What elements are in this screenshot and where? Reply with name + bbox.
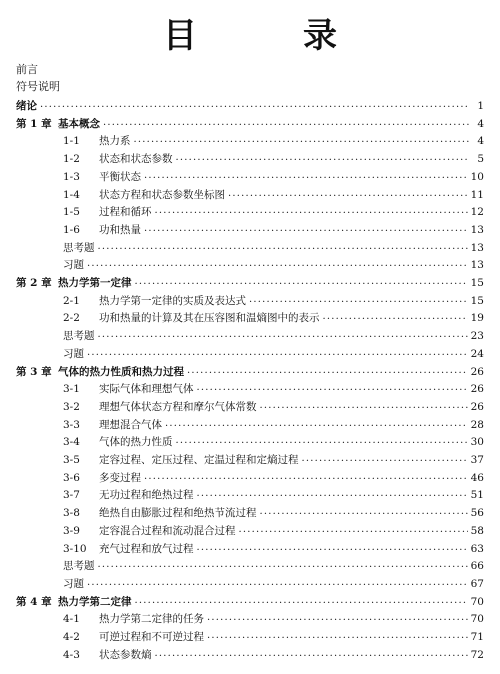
dot-leader bbox=[40, 101, 469, 113]
page-number: 5 bbox=[477, 153, 484, 166]
section-number: 3-3 bbox=[63, 418, 80, 431]
dot-leader bbox=[207, 632, 468, 644]
section-number: 2-2 bbox=[63, 312, 80, 325]
entry-title: 思考题 bbox=[63, 560, 95, 573]
page-number: 13 bbox=[470, 241, 484, 254]
section-number: 3-6 bbox=[63, 471, 80, 484]
toc-entry bbox=[16, 272, 484, 290]
toc-entry bbox=[63, 414, 484, 432]
dot-leader bbox=[260, 402, 468, 414]
entry-title: 绝热自由膨胀过程和绝热节流过程 bbox=[99, 507, 257, 520]
dot-leader bbox=[249, 296, 468, 308]
toc-entry bbox=[16, 95, 484, 113]
toc-entry bbox=[16, 361, 484, 379]
entry-title: 无功过程和绝热过程 bbox=[99, 489, 194, 502]
toc-entry bbox=[63, 130, 484, 148]
section-number: 4-3 bbox=[63, 648, 80, 661]
toc-entry bbox=[63, 520, 484, 538]
dot-leader bbox=[98, 561, 468, 573]
dot-leader bbox=[103, 119, 469, 131]
section-number: 3-7 bbox=[63, 489, 80, 502]
page-number: 19 bbox=[470, 312, 484, 325]
dot-leader bbox=[144, 473, 468, 485]
dot-leader bbox=[197, 544, 468, 556]
section-number: 1-2 bbox=[63, 153, 80, 166]
page-number: 10 bbox=[470, 170, 484, 183]
dot-leader bbox=[207, 614, 468, 626]
entry-title: 气体的热力性质和热力过程 bbox=[58, 365, 184, 378]
toc-entry bbox=[63, 502, 484, 520]
toc-entry bbox=[63, 148, 484, 166]
section-number: 1-4 bbox=[63, 188, 80, 201]
toc-entry bbox=[63, 555, 484, 573]
toc-entry bbox=[63, 219, 484, 237]
dot-leader bbox=[98, 243, 468, 255]
toc-entry bbox=[63, 644, 484, 662]
dot-leader bbox=[260, 508, 468, 520]
toc-entry bbox=[63, 166, 484, 184]
entry-title: 功和热量 bbox=[99, 223, 141, 236]
entry-title: 状态参数熵 bbox=[99, 648, 152, 661]
page-number: 4 bbox=[477, 117, 484, 130]
section-number: 4-2 bbox=[63, 631, 80, 643]
page-number: 30 bbox=[470, 436, 484, 449]
section-number: 1-3 bbox=[63, 170, 80, 183]
toc-entry bbox=[63, 343, 484, 361]
front-item-preface: 前言 bbox=[16, 63, 38, 76]
entry-title: 理想气体状态方程和摩尔气体常数 bbox=[99, 400, 257, 413]
page-number: 67 bbox=[470, 577, 484, 590]
toc-entry bbox=[63, 431, 484, 449]
dot-leader bbox=[197, 384, 468, 396]
toc-entry bbox=[63, 608, 484, 626]
page-number: 72 bbox=[470, 648, 484, 661]
dot-leader bbox=[165, 420, 468, 432]
entry-title: 基本概念 bbox=[58, 117, 100, 130]
page-number: 13 bbox=[470, 259, 484, 272]
entry-title: 状态和状态参数 bbox=[99, 153, 173, 166]
toc-entry bbox=[63, 467, 484, 485]
page-number: 28 bbox=[470, 418, 484, 431]
toc-entry bbox=[16, 591, 484, 609]
page-number: 26 bbox=[470, 365, 484, 378]
entry-title: 思考题 bbox=[63, 330, 95, 343]
chapter-number: 第 3 章 bbox=[16, 365, 52, 378]
dot-leader bbox=[135, 597, 468, 609]
entry-title: 热力学第一定律的实质及表达式 bbox=[99, 294, 246, 307]
dot-leader bbox=[87, 260, 468, 272]
toc-entry bbox=[63, 201, 484, 219]
chapter-number: 第 1 章 bbox=[16, 117, 52, 130]
section-number: 3-4 bbox=[63, 436, 80, 449]
toc-entry bbox=[63, 184, 484, 202]
dot-leader bbox=[135, 278, 468, 290]
dot-leader bbox=[155, 207, 468, 219]
page-number: 24 bbox=[470, 347, 484, 360]
section-number: 3-8 bbox=[63, 507, 80, 520]
section-number: 3-2 bbox=[63, 400, 80, 413]
section-number: 3-5 bbox=[63, 454, 80, 466]
page-number: 15 bbox=[470, 294, 484, 307]
entry-title: 习题 bbox=[63, 577, 84, 590]
entry-title: 平衡状态 bbox=[99, 170, 141, 183]
toc-entry bbox=[63, 378, 484, 396]
section-number: 1-5 bbox=[63, 206, 80, 219]
page-number: 58 bbox=[470, 524, 484, 537]
chapter-number: 第 4 章 bbox=[16, 595, 52, 608]
entry-title: 多变过程 bbox=[99, 471, 141, 484]
toc-entry bbox=[63, 449, 484, 467]
entry-title: 热力学第一定律 bbox=[58, 277, 132, 289]
page-number: 15 bbox=[470, 277, 484, 289]
section-number: 3-9 bbox=[63, 524, 80, 537]
toc-entry bbox=[63, 307, 484, 325]
toc-entry bbox=[63, 396, 484, 414]
chapter-number: 第 2 章 bbox=[16, 277, 52, 289]
entry-title: 充气过程和放气过程 bbox=[99, 542, 194, 555]
page-number: 63 bbox=[470, 542, 484, 555]
entry-title: 实际气体和理想气体 bbox=[99, 383, 194, 396]
section-number: 2-1 bbox=[63, 294, 80, 307]
toc-entry bbox=[63, 573, 484, 591]
dot-leader bbox=[98, 331, 468, 343]
toc-entry bbox=[63, 237, 484, 255]
dot-leader bbox=[144, 225, 468, 237]
entry-title: 定容过程、定压过程、定温过程和定熵过程 bbox=[99, 454, 299, 466]
page-number: 46 bbox=[470, 471, 484, 484]
dot-leader bbox=[187, 367, 468, 379]
section-number: 4-1 bbox=[63, 613, 80, 626]
dot-leader bbox=[87, 579, 468, 591]
toc-entry bbox=[63, 626, 484, 644]
dot-leader bbox=[228, 190, 468, 202]
entry-title: 热力学第二定律 bbox=[58, 595, 132, 608]
toc-entry bbox=[63, 325, 484, 343]
entry-title: 思考题 bbox=[63, 241, 95, 254]
page-number: 12 bbox=[470, 206, 484, 219]
page-number: 37 bbox=[470, 454, 484, 466]
page-number: 26 bbox=[470, 383, 484, 396]
entry-title: 理想混合气体 bbox=[99, 418, 162, 431]
page-number: 70 bbox=[470, 613, 484, 626]
dot-leader bbox=[197, 490, 468, 502]
entry-title: 功和热量的计算及其在压容图和温熵图中的表示 bbox=[99, 312, 320, 325]
dot-leader bbox=[302, 455, 468, 467]
dot-leader bbox=[87, 349, 468, 361]
toc-entry bbox=[63, 254, 484, 272]
entry-title: 气体的热力性质 bbox=[99, 436, 173, 449]
toc-entry bbox=[63, 290, 484, 308]
dot-leader bbox=[134, 136, 470, 148]
front-item-symbols: 符号说明 bbox=[16, 80, 60, 93]
section-number: 1-1 bbox=[63, 135, 80, 148]
dot-leader bbox=[239, 526, 468, 538]
page-number: 51 bbox=[470, 489, 484, 502]
toc-entry bbox=[16, 113, 484, 131]
page-number: 11 bbox=[470, 188, 484, 201]
entry-title: 热力学第二定律的任务 bbox=[99, 613, 204, 626]
toc-entry bbox=[63, 484, 484, 502]
section-number: 3-1 bbox=[63, 383, 80, 396]
section-number: 1-6 bbox=[63, 223, 80, 236]
page-number: 4 bbox=[477, 135, 484, 148]
entry-title: 过程和循环 bbox=[99, 206, 152, 219]
page-number: 23 bbox=[470, 330, 484, 343]
toc-entry bbox=[63, 538, 484, 556]
entry-title: 热力系 bbox=[99, 135, 131, 148]
dot-leader bbox=[155, 650, 468, 662]
page-number: 13 bbox=[470, 223, 484, 236]
page-number: 26 bbox=[470, 400, 484, 413]
entry-title: 状态方程和状态参数坐标图 bbox=[99, 188, 225, 201]
entry-title: 可逆过程和不可逆过程 bbox=[99, 631, 204, 643]
dot-leader bbox=[176, 154, 470, 166]
entry-title: 绪论 bbox=[16, 100, 37, 112]
page-number: 66 bbox=[470, 560, 484, 573]
entry-title: 习题 bbox=[63, 259, 84, 272]
page-number: 1 bbox=[477, 100, 484, 112]
dot-leader bbox=[323, 313, 468, 325]
page-title: 目 录 bbox=[163, 16, 373, 56]
page-number: 56 bbox=[470, 507, 484, 520]
page-number: 71 bbox=[470, 631, 484, 643]
dot-leader bbox=[144, 172, 468, 184]
page-number: 70 bbox=[470, 595, 484, 608]
dot-leader bbox=[176, 437, 468, 449]
entry-title: 定容混合过程和流动混合过程 bbox=[99, 524, 236, 537]
section-number: 3-10 bbox=[63, 542, 87, 555]
entry-title: 习题 bbox=[63, 347, 84, 360]
